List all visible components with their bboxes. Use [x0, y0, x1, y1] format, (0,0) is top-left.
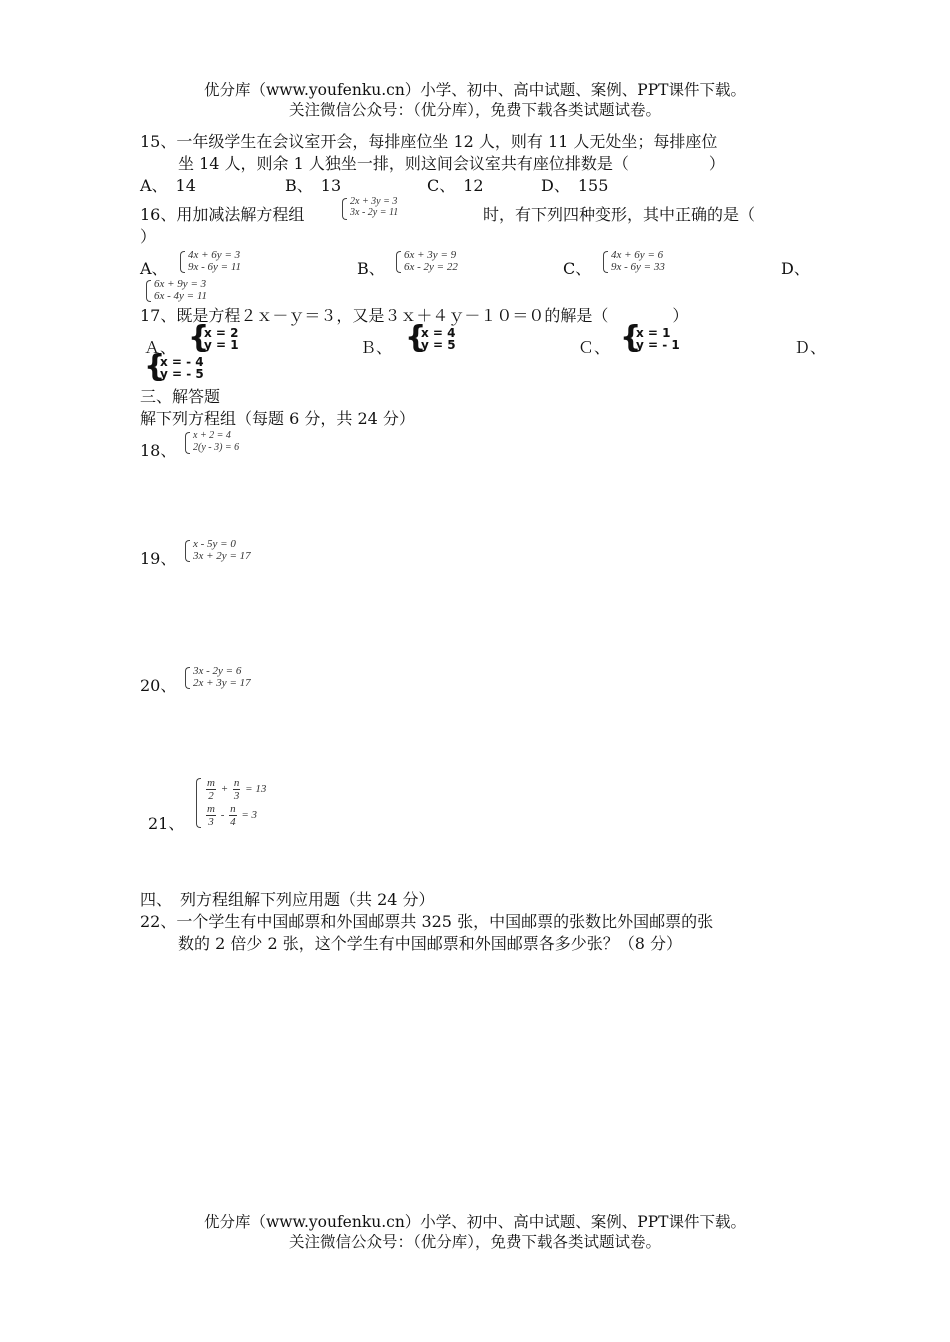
q17-c-brace: { — [620, 320, 642, 355]
q18-system: x + 2 = 4 2(y - 3) = 6 — [193, 430, 240, 453]
q16-option-c-system: 4x + 6y = 6 9x - 6y = 33 — [611, 249, 665, 273]
q15-option-b: B、 13 — [285, 176, 342, 195]
q16-system-brace — [342, 198, 347, 220]
q22-line-2: 数的 2 倍少 2 张，这个学生有中国邮票和外国邮票各多少张？（8 分） — [178, 934, 682, 953]
q16-option-a-system: 4x + 6y = 3 9x - 6y = 11 — [188, 249, 242, 273]
q19-brace — [185, 540, 190, 562]
q16-label-c: C、 — [563, 259, 592, 278]
q15-line-1: 15、一年级学生在会议室开会，每排座位坐 12 人，则有 11 人无处坐；每排座位 — [140, 132, 718, 151]
q16-d-brace — [146, 280, 151, 302]
q17-b-brace: { — [405, 320, 427, 355]
q17-label-d: Ｄ、 — [794, 338, 827, 357]
q15-option-a: A、 14 — [140, 176, 196, 195]
q17-label-a: Ａ、 — [144, 338, 177, 357]
q16-system: 2x + 3y = 3 3x - 2y = 11 — [350, 196, 399, 218]
q16-prefix: 16、用加减法解方程组 — [140, 205, 305, 224]
footer-line-1: 优分库（www.youfenku.cn）小学、初中、高中试题、案例、PPT课件下载。 — [203, 1213, 747, 1231]
q19-system: x - 5y = 0 3x + 2y = 17 — [193, 538, 251, 562]
q17-option-a-system: x = 2 y = 1 — [204, 326, 239, 352]
q16-label-d: D、 — [781, 259, 810, 278]
q16-a-brace — [180, 251, 185, 273]
q16-option-b-system: 6x + 3y = 9 6x - 2y = 22 — [404, 249, 458, 273]
q21-system — [204, 776, 266, 828]
q16-line-2: ） — [140, 227, 157, 246]
q17-text: 17、既是方程２ｘ－ｙ＝３，又是３ｘ＋４ｙ－１０＝０的解是（ ） — [140, 306, 689, 325]
q19-label: 19、 — [140, 549, 177, 568]
q15-line-2: 坐 14 人，则余 1 人独坐一排，则这间会议室共有座位排数是（ ） — [178, 154, 725, 173]
q21-label: 21、 — [148, 814, 185, 833]
q17-label-b: Ｂ、 — [360, 338, 393, 357]
q17-label-c: Ｃ、 — [578, 338, 611, 357]
header-line-2: 关注微信公众号：（优分库），免费下载各类试题试卷。 — [288, 101, 661, 119]
q15-option-d: D、 155 — [541, 176, 609, 195]
q16-c-brace — [603, 251, 608, 273]
footer-line-2: 关注微信公众号：（优分库），免费下载各类试题试卷。 — [288, 1233, 661, 1251]
q15-option-c: C、 12 — [427, 176, 484, 195]
q18-label: 18、 — [140, 441, 177, 460]
q17-option-c-system: x = 1 y = - 1 — [636, 326, 680, 352]
q18-brace — [185, 432, 190, 454]
q16-b-brace — [396, 251, 401, 273]
section-4-title: 四、 列方程组解下列应用题（共 24 分） — [140, 890, 435, 909]
q21-row-2: $\frac{m}{3}$ - $\frac{n}{4}$ = 3 — [207, 802, 258, 828]
header-line-1: 优分库（www.youfenku.cn）小学、初中、高中试题、案例、PPT课件下载。 — [203, 81, 747, 99]
q17-option-d-system: x = - 4 y = - 5 — [160, 355, 204, 381]
q17-option-b-system: x = 4 y = 5 — [421, 326, 456, 352]
q20-label: 20、 — [140, 676, 177, 695]
q22-line-1: 22、一个学生有中国邮票和外国邮票共 325 张，中国邮票的张数比外国邮票的张 — [140, 912, 714, 931]
q16-option-d-system: 6x + 9y = 3 6x - 4y = 11 — [154, 278, 208, 302]
q21-brace — [196, 778, 201, 828]
q21-row-1: $\frac{m}{2}$ + $\frac{n}{3}$ = 13 — [207, 776, 267, 802]
q16-label-b: B、 — [357, 259, 385, 278]
q17-a-brace: { — [188, 320, 210, 355]
q20-system: 3x - 2y = 6 2x + 3y = 17 — [193, 665, 251, 689]
q20-brace — [185, 667, 190, 689]
section-3-title: 三、解答题 — [140, 387, 221, 406]
q16-suffix: 时，有下列四种变形，其中正确的是（ — [483, 205, 756, 224]
q16-label-a: A、 — [140, 259, 168, 278]
q17-d-brace: { — [144, 349, 166, 384]
section-3-instruction: 解下列方程组（每题 6 分，共 24 分） — [140, 409, 415, 428]
